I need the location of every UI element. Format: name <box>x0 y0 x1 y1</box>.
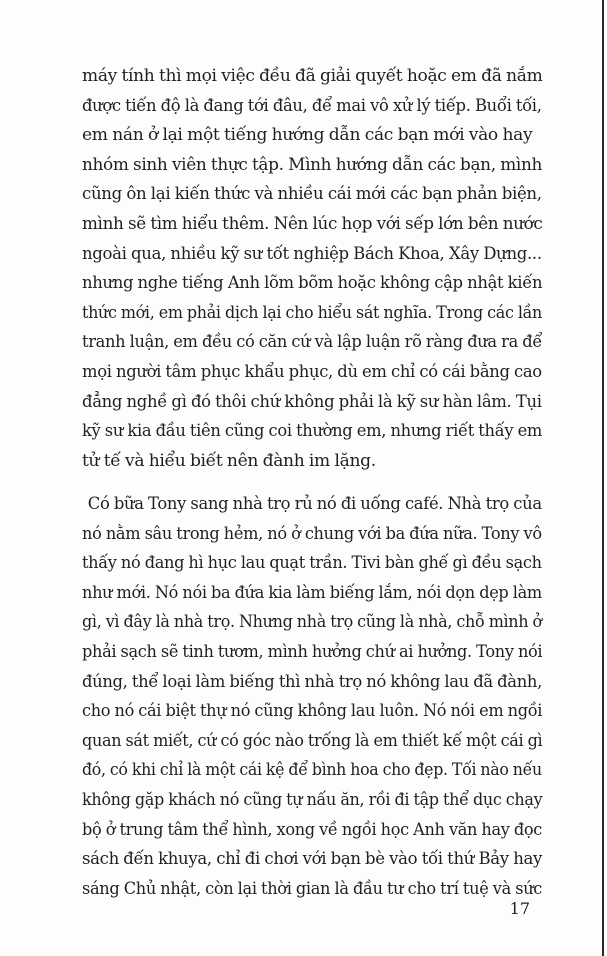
text-line: em nán ở lại một tiếng hướng dẫn các bạn mới vào hay <box>82 125 533 146</box>
text-line: thức mới, em phải dịch lại cho hiểu sát nghĩa. Trong các lần <box>82 302 543 323</box>
page-number: 17 <box>509 899 530 918</box>
text-line: cho nó cái biệt thự nó cũng không lau luôn. Nó nói em ngồi <box>82 701 543 722</box>
text-line: đúng, thể loại làm biếng thì nhà trọ nó không lau đã đành, <box>82 671 542 692</box>
text-line: nó nằm sâu trong hẻm, nó ở chung với ba đứa nữa. Tony vô <box>82 523 542 544</box>
text-line: cũng ôn lại kiến thức và nhiều cái mới các bạn phản biện, <box>82 184 542 205</box>
text-line: sáng Chủ nhật, còn lại thời gian là đầu tư cho trí tuệ và sức <box>82 878 543 899</box>
text-line: đẳng nghề gì đó thôi chứ không phải là kỹ sư hàn lâm. Tụi <box>82 391 542 412</box>
text-line: gì, vì đây là nhà trọ. Nhưng nhà trọ cũng là nhà, chỗ mình ở <box>82 612 542 633</box>
text-line: ngoài qua, nhiều kỹ sư tốt nghiệp Bách Khoa, Xây Dựng... <box>82 243 542 264</box>
text-line: không gặp khách nó cũng tự nấu ăn, rồi đi tập thể dục chạy <box>82 789 543 810</box>
text-line: nhóm sinh viên thực tập. Mình hướng dẫn các bạn, mình <box>82 154 542 175</box>
paragraph-1 <box>82 62 542 476</box>
text-line: đó, có khi chỉ là một cái kệ để bình hoa cho đẹp. Tối nào nếu <box>82 760 542 781</box>
text-line: mình sẽ tìm hiểu thêm. Nên lúc họp với sếp lớn bên nước <box>82 213 543 234</box>
text-line: nhưng nghe tiếng Anh lõm bõm hoặc không cập nhật kiến <box>82 273 543 294</box>
text-line: được tiến độ là đang tới đâu, để mai vô xử lý tiếp. Buổi tối, <box>82 95 542 116</box>
text-line: bộ ở trung tâm thể hình, xong về ngồi học Anh văn hay đọc <box>82 819 543 840</box>
text-line: Có bữa Tony sang nhà trọ rủ nó đi uống café. Nhà trọ của <box>87 494 542 514</box>
paragraph-2 <box>82 490 542 904</box>
page-edge-line <box>602 0 604 956</box>
text-line: tranh luận, em đều có căn cứ và lập luận rõ ràng đưa ra để <box>82 332 543 353</box>
text-line: máy tính thì mọi việc đều đã giải quyết hoặc em đã nắm <box>82 66 543 86</box>
text-line: như mới. Nó nói ba đứa kia làm biếng lắm, nói dọn dẹp làm <box>82 582 542 603</box>
text-line: quan sát miết, cứ có góc nào trống là em thiết kế một cái gì <box>82 730 543 751</box>
text-line: thấy nó đang hì hục lau quạt trần. Tivi bàn ghế gì đều sạch <box>82 553 542 574</box>
text-line: mọi người tâm phục khẩu phục, dù em chỉ có cái bằng cao <box>82 361 542 382</box>
text-line: phải sạch sẽ tinh tươm, mình hưởng chứ ai hưởng. Tony nói <box>82 641 543 662</box>
text-line: sách đến khuya, chỉ đi chơi với bạn bè vào tối thứ Bảy hay <box>82 849 543 870</box>
text-line: kỹ sư kia đầu tiên cũng coi thường em, nhưng riết thấy em <box>82 421 543 442</box>
text-line: tử tế và hiểu biết nên đành im lặng. <box>82 450 376 471</box>
